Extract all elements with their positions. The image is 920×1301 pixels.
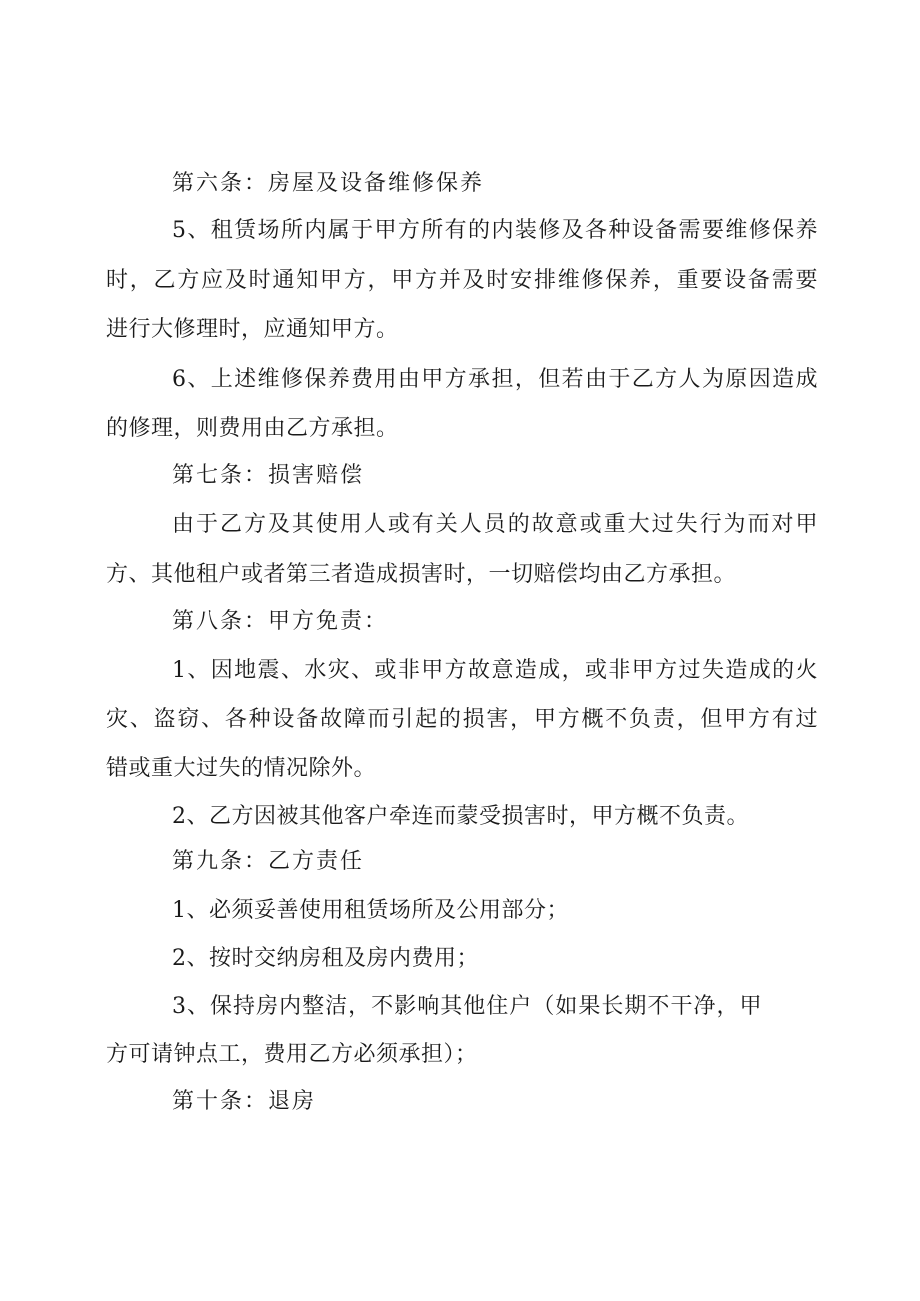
article-6-item-5-line-2: 时，乙方应及时通知甲方，甲方并及时安排维修保养，重要设备需要 bbox=[106, 268, 818, 293]
article-7-line-2: 方、其他租户或者第三者造成损害时，一切赔偿均由乙方承担。 bbox=[106, 562, 737, 587]
article-9-item-2: 2、按时交纳房租及房内费用； bbox=[172, 946, 479, 971]
article-8-item-1-line-2: 灾、盗窃、各种设备故障而引起的损害，甲方概不负责，但甲方有过 bbox=[106, 707, 818, 732]
article-9-item-3-line-2: 方可请钟点工，费用乙方必须承担）； bbox=[106, 1042, 478, 1067]
article-9-item-1: 1、必须妥善使用租赁场所及公用部分； bbox=[172, 898, 569, 923]
article-6-heading: 第六条：房屋及设备维修保养 bbox=[172, 171, 485, 196]
article-10-heading: 第十条：退房 bbox=[172, 1089, 317, 1114]
article-8-item-2: 2、乙方因被其他客户牵连而蒙受损害时，甲方概不负责。 bbox=[172, 804, 749, 829]
article-6-item-6-line-1: 6、上述维修保养费用由甲方承担，但若由于乙方人为原因造成 bbox=[172, 367, 818, 392]
article-6-item-5-line-3: 进行大修理时，应通知甲方。 bbox=[106, 317, 399, 342]
article-8-item-1-line-1: 1、因地震、水灾、或非甲方故意造成，或非甲方过失造成的火 bbox=[172, 658, 818, 683]
article-7-line-1: 由于乙方及其使用人或有关人员的故意或重大过失行为而对甲 bbox=[172, 512, 818, 537]
article-6-item-6-line-2: 的修理，则费用由乙方承担。 bbox=[106, 416, 399, 441]
article-9-item-3-line-1: 3、保持房内整洁，不影响其他住户（如果长期不干净，甲 bbox=[172, 994, 762, 1019]
article-9-heading: 第九条：乙方责任 bbox=[172, 849, 365, 874]
article-8-item-1-line-3: 错或重大过失的情况除外。 bbox=[106, 756, 377, 781]
article-7-heading: 第七条：损害赔偿 bbox=[172, 463, 365, 488]
article-6-item-5-line-1: 5、租赁场所内属于甲方所有的内装修及各种设备需要维修保养 bbox=[172, 218, 818, 243]
article-8-heading: 第八条：甲方免责： bbox=[172, 609, 389, 634]
